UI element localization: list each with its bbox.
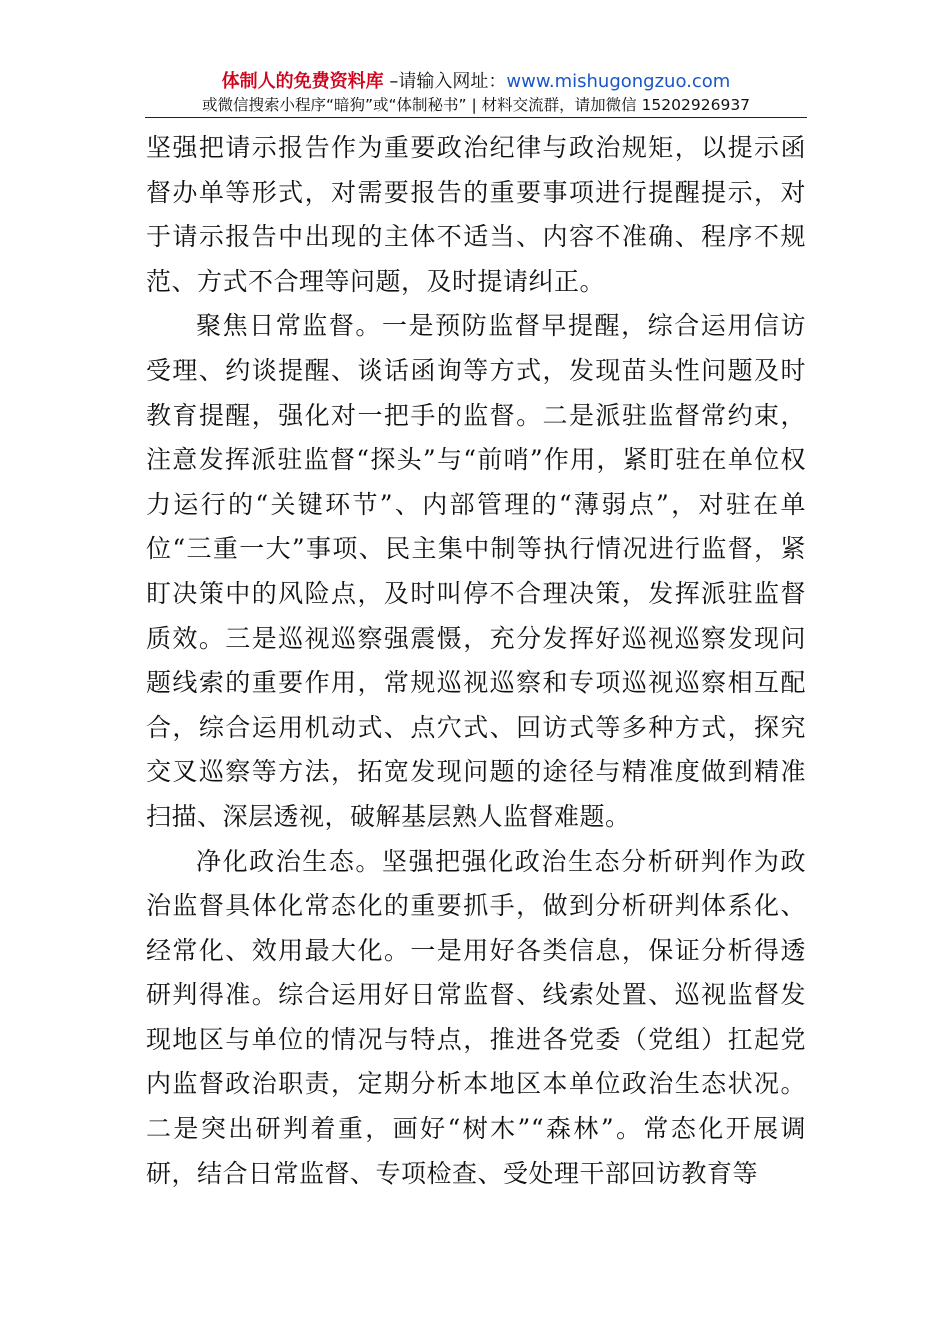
page-header [145, 70, 807, 116]
header-line-2: 或微信搜索小程序“暗狗”或“体制秘书” | 材料交流群，请加微信 15202926937 [201, 96, 751, 114]
paragraph-continuation: 坚强把请示报告作为重要政治纪律与政治规矩，以提示函督办单等形式，对需要报告的重要事项进行提醒提示，对于请示报告中出现的主体不适当、内容不准确、程序不规范、方式不合理等问题，及时提请纠正。 [146, 133, 806, 296]
paragraph-political-ecology: 净化政治生态。坚强把强化政治生态分析研判作为政治监督具体化常态化的重要抓手，做到分析研判体系化、经常化、效用最大化。一是用好各类信息，保证分析得透研判得准。综合运用好日常监督、线索处置、巡视监督发现地区与单位的情况与特点，推进各党委（党组）扛起党内监督政治职责，定期分析本地区本单位政治生态状况。二是突出研判着重，画好“树木”“森林”。常态化开展调研，结合日常监督、专项检查、受处理干部回访教育等 [146, 846, 806, 1188]
paragraph-daily-supervision: 聚焦日常监督。一是预防监督早提醒，综合运用信访受理、约谈提醒、谈话函询等方式，发现苗头性问题及时教育提醒，强化对一把手的监督。二是派驻监督常约束，注意发挥派驻监督“探头”与“前哨”作用，紧盯驻在单位权力运行的“关键环节”、内部管理的“薄弱点”，对驻在单位“三重一大”事项、民主集中制等执行情况进行监督，紧盯决策中的风险点，及时叫停不合理决策，发挥派驻监督质效。三是巡视巡察强震慑，充分发挥好巡视巡察发现问题线索的重要作用，常规巡视巡察和专项巡视巡察相互配合，综合运用机动式、点穴式、回访式等多种方式，探究交叉巡察等方法，拓宽发现问题的途径与精准度做到精准扫描、深层透视，破解基层熟人监督难题。 [146, 311, 806, 831]
header-line-1 [145, 70, 807, 94]
website-link[interactable]: www.mishugongzuo.com [506, 71, 731, 92]
url-prompt: –请输入网址： [383, 71, 507, 92]
brand-title: 体制人的免费资料库 [221, 71, 384, 92]
body-text [146, 126, 806, 1196]
header-divider [145, 117, 807, 118]
